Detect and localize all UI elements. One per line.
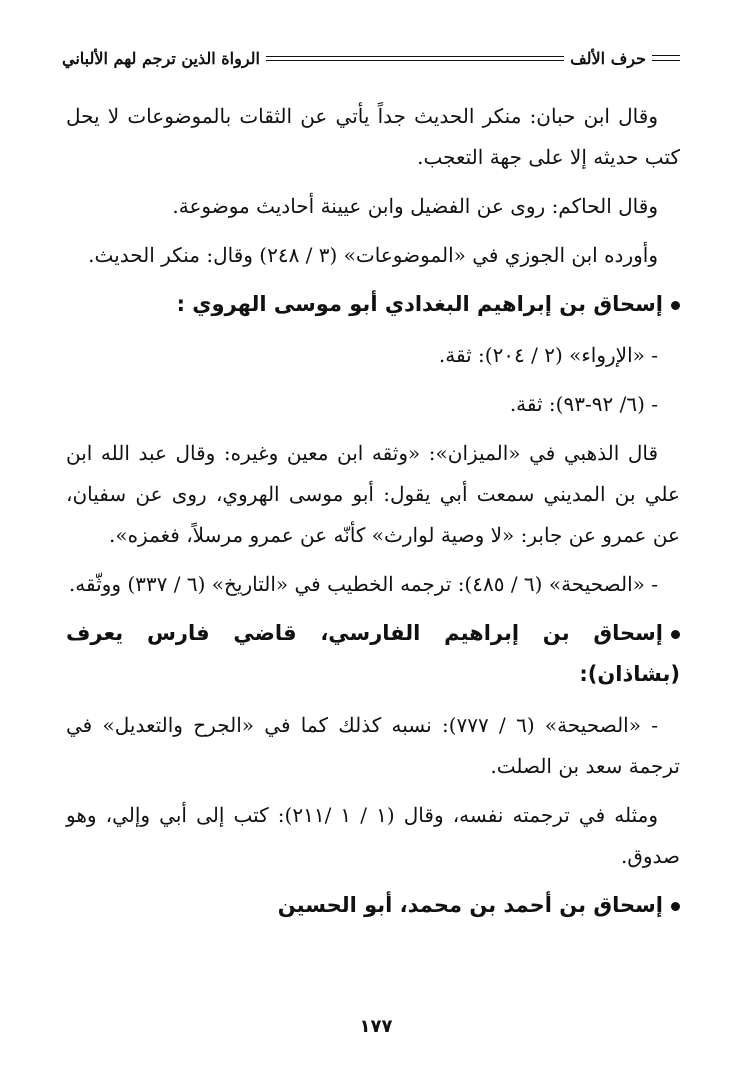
paragraph-ibn-hibban: وقال ابن حبان: منكر الحديث جداً يأتي عن الثقات بالموضوعات لا يحل كتب حديثه إلا على جهة التعجب. bbox=[66, 104, 680, 169]
paragraph-dhahabi: قال الذهبي في «الميزان»: «وثقه ابن معين وغيره: وقال عبد الله ابن علي بن المديني سمعت أبي يقول: أبو موسى الهروي، روى عن سفيان، عن عمرو عن جابر: «لا وصية لوارث» كأنّه عن عمرو مرسلاً، فغمزه». bbox=[66, 441, 680, 547]
bullet-icon bbox=[671, 630, 680, 639]
entry-heading-3 bbox=[66, 885, 680, 926]
bullet-icon bbox=[671, 902, 680, 911]
header-dash-ornament bbox=[652, 55, 680, 61]
page-number: ١٧٧ bbox=[359, 1016, 393, 1037]
running-header bbox=[62, 44, 680, 72]
page-body bbox=[66, 96, 680, 936]
paragraph-ibn-jawzi: وأورده ابن الجوزي في «الموضوعات» (٣ / ٢٤٨) وقال: منكر الحديث. bbox=[88, 243, 658, 267]
header-rule bbox=[266, 56, 564, 61]
citation-line: - «الصحيحة» (٦ / ٧٧٧): نسبه كذلك كما في «الجرح والتعديل» في ترجمة سعد بن الصلت. bbox=[66, 713, 680, 778]
bullet-icon bbox=[671, 301, 680, 310]
entry-heading-text: إسحاق بن إبراهيم الفارسي، قاضي فارس يعرف (بشاذان): bbox=[66, 621, 680, 686]
chapter-title: حرف الألف bbox=[570, 48, 646, 68]
entry-heading-1 bbox=[66, 284, 680, 325]
citation-line: - «الصحيحة» (٦ / ٤٨٥): ترجمه الخطيب في «التاريخ» (٦ / ٣٣٧) ووثّقه. bbox=[68, 572, 658, 596]
citation-line: - «الإرواء» (٢ / ٢٠٤): ثقة. bbox=[438, 343, 658, 367]
paragraph-tarjama: ومثله في ترجمته نفسه، وقال (١ / ١ /٢١١): كتب إلى أبي وإلي، وهو صدوق. bbox=[66, 803, 680, 868]
entry-heading-text: إسحاق بن إبراهيم البغدادي أبو موسى الهروي : bbox=[176, 292, 663, 316]
entry-heading-2 bbox=[66, 613, 680, 695]
citation-line: - (٦/ ٩٢-٩٣): ثقة. bbox=[509, 392, 658, 416]
paragraph-hakim: وقال الحاكم: روى عن الفضيل وابن عيينة أحاديث موضوعة. bbox=[172, 194, 658, 218]
book-title: الرواة الذين ترجم لهم الألباني bbox=[62, 48, 260, 68]
entry-heading-text: إسحاق بن أحمد بن محمد، أبو الحسين bbox=[277, 893, 663, 917]
